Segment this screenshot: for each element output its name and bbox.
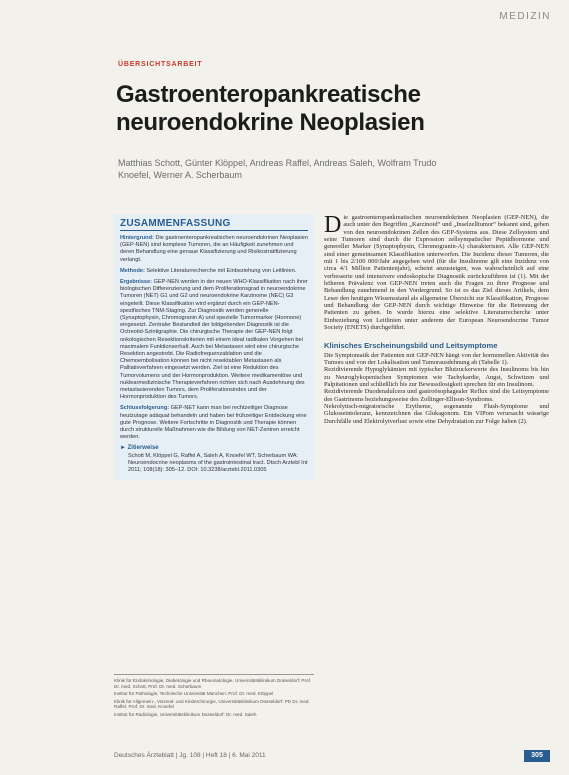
results-text: GEP-NEN werden in der neuen WHO-Klassifikation nach ihrer biologischen Differenzierung und dem Proliferationsgrad in neuroendokrine Tumoren (NET) G1 und G2 und neuroendokrine Karzinome (NEC) G3 eingeteilt. Diese Klassifikation wird ergänzt durch ein GEP-NEN-spezifisches TNM-Staging. Zur Diagnostik werden generelle (Synaptophysin, Chromogranin A) und spezielle Tumormarker (Hormone) eingesetzt. Zentraler Bestandteil der bildgebenden Diagnostik ist die Octreotid-Szintigraphie. Die chirurgische Therapie der GEP-NEN folgt onkologischen Resektionskriterien mit einem ideal radikalen Vorgehen bei maximalem Funktionserhalt. Auch bei Metastasen wird eine chirurgische Resektion angestrebt. Die Radiofrequenzablation und die Chemoembolisation können bei nicht resektablen Metastasen als Palliativverfahren eingesetzt werden. Ziel ist eine Reduktion des Tumorvolumens und der Hormonproduktion. Weitere medikamentöse und nuklearmedizinische Therapieverfahren richten sich nach Ausdehnung des metastasierenden Tumors, dem Proliferationsindex und der Hormonproduktion des Tumors. — [120, 279, 308, 401]
summary-background — [120, 235, 308, 264]
body-paragraph: Die Symptomatik der Patienten mit GEP-NEN hängt von der hormonellen Aktivität des Tumors und von der Lokalisation und Tumorausdehnung ab (Tabelle 1). — [324, 351, 549, 366]
journal-info: Deutsches Ärzteblatt | Jg. 108 | Heft 18 | 6. Mai 2011 — [114, 752, 266, 759]
summary-methods — [120, 268, 308, 275]
page-footer — [114, 750, 550, 762]
footnote-item: Institut für Pathologie, Technische Universität München: Prof. Dr. med. Klöppel — [114, 691, 274, 697]
methods-label: Methode: — [120, 267, 145, 274]
results-label: Ergebnisse: — [120, 279, 153, 286]
citation-block — [120, 445, 308, 474]
conclusion-label: Schlussfolgerung: — [120, 405, 170, 412]
conclusion-text: GEP-NET kann man bei rechtzeitiger Diagnose heutzutage adäquat behandeln und haben bei frühzeitiger Entdeckung eine gute Prognose. Weitere Fortschritte in Diagnostik und Therapie können durch strukturelle Maßnahmen wie die Bildung von NET-Zentren erreicht werden. — [120, 405, 307, 441]
intro-paragraph — [324, 214, 549, 332]
body-paragraph: Rezidivierende Hypoglykämien mit typischer Blutzuckerwerte des Insulinoms bis hin zu Neuroglykopenischen Symptomen wie Tachykardie, Angst, Schwitzen und Palpitationen und schließlich bis zur Bewusstlosigkeit sprechen für ein Insulinom. — [324, 366, 549, 388]
summary-conclusion — [120, 405, 308, 441]
summary-heading: ZUSAMMENFASSUNG — [120, 218, 308, 231]
footnote-item: Institut für Radiologie, Universitätsklinikum Düsseldorf: Dr. med. Saleh — [114, 711, 257, 717]
left-column — [114, 214, 314, 480]
affiliation-footnotes — [114, 674, 314, 720]
page-number: 305 — [524, 750, 550, 762]
article-title: Gastroenteropankreatische neuroendokrine Neoplasien — [116, 81, 425, 136]
footnote-item: Klinik für Endokrinologie, Diabetologie und Rheumatologie, Universitätsklinikum Düsseldorf: Prof. Dr. med. Schott, Prof. Dr. med. Scherbaum — [114, 678, 312, 689]
summary-results — [120, 279, 308, 401]
drop-cap: D — [324, 212, 342, 238]
section-subheading: Klinisches Erscheinungsbild und Leitsymptome — [324, 340, 498, 350]
body-paragraph: Nekrolytisch-migratorische Erytheme, sogenannte Flush-Symptome und Glukoseintoleranz, kennzeichnen das Glukagonom. Ein VIPom verursacht wässrige Durchfälle und Elektrolytverlust sowie eine Dehydratation zur Folge haben (2). — [324, 402, 549, 425]
summary-box — [114, 214, 314, 480]
intro-text: ie gastroenteropankreatischen neuroendokrinen Neoplasien (GEP-NEN), die auch unter den Begriffen „Karzinoid“ und „Inselzelltumor“ bekannt sind, gehen von den neuroendokrinen Zellen des GEP-Systems aus. Diese Zellsystem und seine Tumoren sind durch die Expression zellsympatischer Peptidhormone und genereller Marker (Synaptophysin, Chromogranin-A) charakterisiert. Alle GEP-NEN sind einer gemeinsamen Klassifikation unterworfen. Die Inzidenz dieser Tumoren, die mit 1 bis 2/100 000/Jahr angegeben wird (für die Insulinome gilt eine Inzidenz von circa 4/1 Million Patientenjahr), scheint anzusteigen, was wahrscheinlich auf eine verbesserte und intensivere endoskopische Diagnostik zurückzuführen ist (1). Mit der höheren Prävalenz von GEP-NEN treten auch die Fragen zu ihrer Prognose und Behandlung zunehmend in den Vordergrund. So ist es das Ziel dieses Artikels, dem Leser den heutigen Wissensstand als allgemeine Übersicht zur Klassifikation, Prognose und Behandlung der GEP-NEN durch wichtige Hinweise für die Betreuung der Patienten zu geben. In wurde hierzu eine selektive Literaturrecherche unter Einbeziehung von Leitlinien unter anderem der European Neuroendocrine Tumor Society (ENETS) durchgeführt. — [324, 214, 549, 332]
footnote-item: Klinik für Allgemein-, Viszeral- und Kinderchirurgie, Universitätsklinikum Düsseldorf: PD Dr. med. Raffel, Prof. Dr. med. Knoefel — [114, 698, 310, 710]
methods-text: Selektive Literaturrecherche mit Einbeziehung von Leitlinien. — [146, 267, 297, 274]
article-authors: Matthias Schott, Günter Klöppel, Andreas Raffel, Andreas Saleh, Wolfram Trudo Knoefel, Werner A. Scherbaum — [118, 158, 437, 180]
background-text: Die gastroenteropankreatischen neuroendokrinen Neoplasien (GEP-NEN) sind komplexe Tumoren, die an Häufigkeit zunehmen und deren Behandlung eine genaue Klassifizierung und Risikostratifizierung verlangt. — [120, 235, 308, 263]
article-kicker: ÜBERSICHTSARBEIT — [118, 61, 203, 68]
background-label: Hintergrund: — [120, 235, 154, 241]
right-column — [324, 214, 549, 425]
citation-text: Schott M, Klöppel G, Raffel A, Saleh A, Knoefel WT, Scherbaum WA: Neuroendocrine neoplasms of the gastrointestinal tract. Dtsch Arztebl Int 2011; 108(18): 305–12. DOI: 10.3238/arztebl.2011.0305 — [128, 452, 308, 474]
body-paragraph: Rezidivierende Duodenalulcera und gastroösophagealer Reflux sind die Leitsymptome des Gastrinoms beziehungsweise des Zollinger-Ellison-Syndroms. — [324, 388, 549, 403]
section-tag: MEDIZIN — [499, 11, 551, 22]
citation-heading: ► Zitierweise — [120, 445, 159, 452]
